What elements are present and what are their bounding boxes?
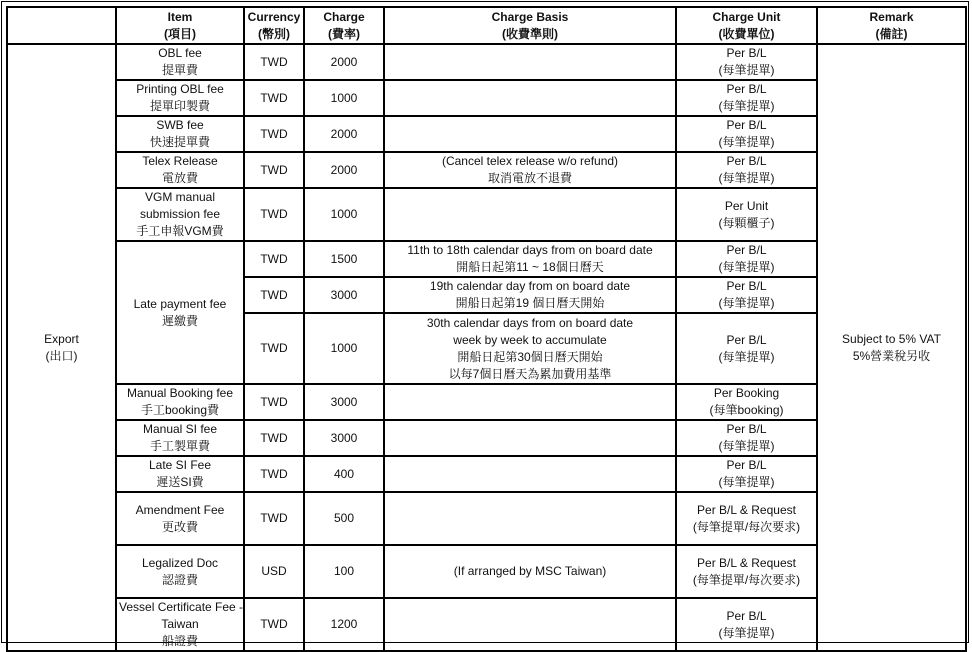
header-charge: Charge (費率): [304, 7, 384, 44]
charge-cell: 1000: [304, 188, 384, 241]
item-cell: OBL fee 提單費: [116, 44, 244, 80]
remark-cell: Subject to 5% VAT 5%營業稅另收: [817, 44, 966, 651]
basis-cell: (Cancel telex release w/o refund) 取消電放不退費: [384, 152, 676, 188]
charge-cell: 1000: [304, 313, 384, 384]
charge-cell: 400: [304, 456, 384, 492]
fee-table: [6, 6, 967, 652]
basis-cell: [384, 80, 676, 116]
currency-cell: TWD: [244, 44, 304, 80]
item-cell: Amendment Fee 更改費: [116, 492, 244, 545]
currency-cell: TWD: [244, 188, 304, 241]
currency-cell: TWD: [244, 384, 304, 420]
charge-cell: 1000: [304, 80, 384, 116]
charge-cell: 2000: [304, 152, 384, 188]
header-row: [7, 7, 966, 44]
unit-cell: Per B/L (每筆提單): [676, 152, 817, 188]
currency-cell: TWD: [244, 80, 304, 116]
charge-cell: 3000: [304, 277, 384, 313]
item-cell: Vessel Certificate Fee - Taiwan 船證費: [116, 598, 244, 651]
item-cell: VGM manual submission fee 手工申報VGM費: [116, 188, 244, 241]
item-cell: Legalized Doc 認證費: [116, 545, 244, 598]
header-unit: Charge Unit (收費單位): [676, 7, 817, 44]
basis-cell: [384, 492, 676, 545]
currency-cell: TWD: [244, 492, 304, 545]
section-export: Export (出口): [7, 44, 116, 651]
item-cell: Manual Booking fee 手工booking費: [116, 384, 244, 420]
currency-cell: TWD: [244, 116, 304, 152]
unit-cell: Per B/L & Request (每筆提單/每次要求): [676, 492, 817, 545]
header-item: Item (項目): [116, 7, 244, 44]
basis-cell: [384, 598, 676, 651]
charge-cell: 2000: [304, 44, 384, 80]
basis-cell: [384, 384, 676, 420]
currency-cell: TWD: [244, 152, 304, 188]
item-cell: SWB fee 快速提單費: [116, 116, 244, 152]
currency-cell: TWD: [244, 313, 304, 384]
item-cell: Telex Release 電放費: [116, 152, 244, 188]
header-blank: [7, 7, 116, 44]
basis-cell: 11th to 18th calendar days from on board date 開船日起第11 ~ 18個日曆天: [384, 241, 676, 277]
basis-cell: 19th calendar day from on board date 開船日起第19 個日曆天開始: [384, 277, 676, 313]
unit-cell: Per B/L (每筆提單): [676, 80, 817, 116]
charge-cell: 3000: [304, 420, 384, 456]
item-cell-late-payment: Late payment fee 遲繳費: [116, 241, 244, 384]
basis-cell: [384, 44, 676, 80]
basis-cell: [384, 456, 676, 492]
charge-cell: 100: [304, 545, 384, 598]
header-remark: Remark (備註): [817, 7, 966, 44]
table-row: [7, 44, 966, 80]
charge-cell: 500: [304, 492, 384, 545]
currency-cell: TWD: [244, 420, 304, 456]
charge-cell: 2000: [304, 116, 384, 152]
charge-cell: 3000: [304, 384, 384, 420]
currency-cell: USD: [244, 545, 304, 598]
header-basis: Charge Basis (收費準則): [384, 7, 676, 44]
unit-cell: Per B/L & Request (每筆提單/每次要求): [676, 545, 817, 598]
header-currency: Currency (幣別): [244, 7, 304, 44]
currency-cell: TWD: [244, 598, 304, 651]
unit-cell: Per Booking (每筆booking): [676, 384, 817, 420]
charge-cell: 1200: [304, 598, 384, 651]
item-cell: Late SI Fee 遲送SI費: [116, 456, 244, 492]
unit-cell: Per B/L (每筆提單): [676, 420, 817, 456]
basis-cell: 30th calendar days from on board date week by week to accumulate 開船日起第30個日曆天開始 以每7個日曆天為累加費用基準: [384, 313, 676, 384]
basis-cell: [384, 188, 676, 241]
unit-cell: Per B/L (每筆提單): [676, 116, 817, 152]
unit-cell: Per B/L (每筆提單): [676, 598, 817, 651]
unit-cell: Per B/L (每筆提單): [676, 313, 817, 384]
item-cell: Printing OBL fee 提單印製費: [116, 80, 244, 116]
unit-cell: Per B/L (每筆提單): [676, 241, 817, 277]
currency-cell: TWD: [244, 277, 304, 313]
item-cell: Manual SI fee 手工製單費: [116, 420, 244, 456]
unit-cell: Per B/L (每筆提單): [676, 44, 817, 80]
currency-cell: TWD: [244, 456, 304, 492]
unit-cell: Per B/L (每筆提單): [676, 277, 817, 313]
currency-cell: TWD: [244, 241, 304, 277]
basis-cell: [384, 420, 676, 456]
unit-cell: Per Unit (每顆櫃子): [676, 188, 817, 241]
unit-cell: Per B/L (每筆提單): [676, 456, 817, 492]
charge-cell: 1500: [304, 241, 384, 277]
basis-cell: (If arranged by MSC Taiwan): [384, 545, 676, 598]
basis-cell: [384, 116, 676, 152]
